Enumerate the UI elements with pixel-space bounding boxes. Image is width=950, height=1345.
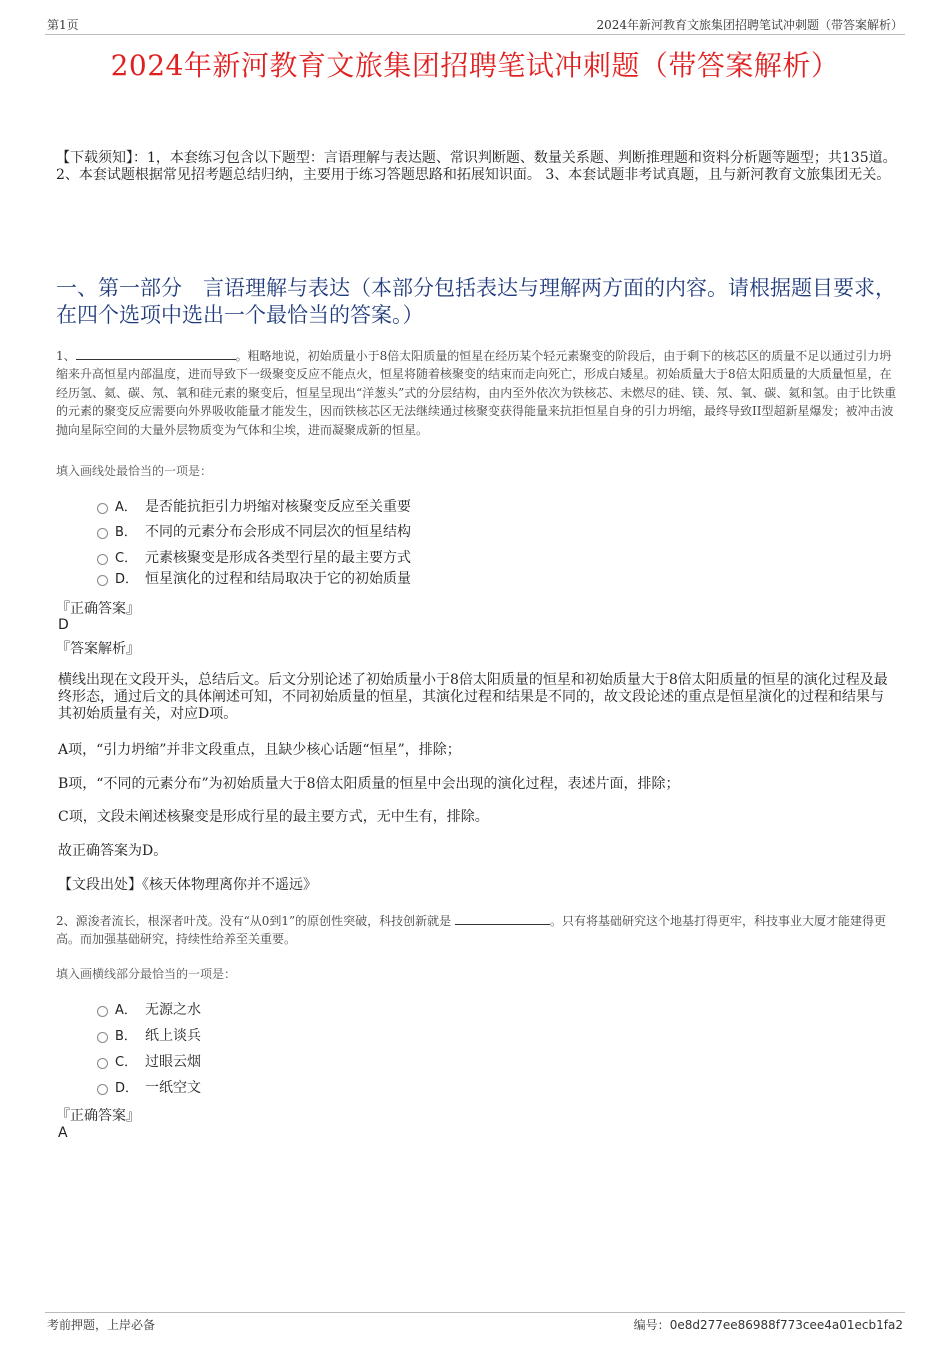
radio-icon[interactable] (97, 554, 108, 565)
radio-icon[interactable] (97, 1058, 108, 1069)
question-1-answer: D (58, 617, 69, 633)
question-2-body-end: 。只有将基础研究这个地基打得更牢，科技事业大厦才能建得更高。而加强基础研究，持续性给养至关重要。 (56, 914, 887, 947)
question-1-prompt: 填入画线处最恰当的一项是： (56, 464, 213, 478)
question-2-answer: A (58, 1125, 68, 1141)
radio-icon[interactable] (97, 1006, 108, 1017)
radio-icon[interactable] (97, 1032, 108, 1043)
question-2-prompt: 填入画横线部分最恰当的一项是： (56, 967, 237, 981)
question-2-blank (455, 913, 550, 925)
footer-slogan: 考前押题，上岸必备 (47, 1318, 156, 1332)
page-title: 2024年新河教育文旅集团招聘笔试冲刺题（带答案解析） (110, 49, 840, 82)
footer-code-value: 0e8d277ee86988f773cee4a01ecb1fa2 (669, 1318, 903, 1332)
radio-icon[interactable] (97, 575, 108, 586)
radio-icon[interactable] (97, 503, 108, 514)
footer-code-label: 编号： (633, 1318, 670, 1332)
question-1-source: 【文段出处】《核天体物理离你并不遥远》 (58, 877, 317, 893)
question-2-text (56, 912, 898, 949)
question-2-body-start: 2、源浚者流长，根深者叶茂。没有“从0到1”的原创性突破，科技创新就是 (56, 914, 452, 928)
question-1-analysis-conclusion: 故正确答案为D。 (58, 843, 168, 859)
question-1-body: 。粗略地说，初始质量小于8倍太阳质量的恒星在经历某个轻元素聚变的阶段后，由于剩下的核芯区的质量不足以通过引力坍缩来升高恒星内部温度，进而导致下一级聚变反应不能点火，恒星将随着核聚变的结束而走向死亡，形成白矮星。初始质量大于8倍太阳质量的大质量恒星，在经历氢、氦、碳、氖、氧和硅元素的聚变后，恒星呈现出“洋葱头”式的分层结构，由内至外依次为铁核芯、未燃尽的硅、镁、氖、氧、碳、氦和氢。由于比铁重的元素的聚变反应需要向外界吸收能量才能发生，因而铁核芯区无法继续通过核聚变获得能量来抗拒恒星自身的引力坍缩，最终导致II型超新星爆发；被冲击波抛向星际空间的大量外层物质变为气体和尘埃，进而凝聚成新的恒星。 (56, 349, 897, 437)
question-1-analysis-label: 『答案解析』 (56, 641, 140, 657)
question-1-analysis-c: C项，文段未阐述核聚变是形成行星的最主要方式，无中生有，排除。 (58, 809, 489, 825)
radio-icon[interactable] (97, 1084, 108, 1095)
download-notice: 【下载须知】：1，本套练习包含以下题型：言语理解与表达题、常识判断题、数量关系题、判断推理题和资料分析题等题型；共135道。 2、本套试题根据常见招考题总结归纳，主要用于练习答题思路和拓展知识面。 3、本套试题非考试真题，且与新河教育文旅集团无关。 (56, 150, 897, 183)
section-title: 一、第一部分 言语理解与表达（本部分包括表达与理解两方面的内容。请根据题目要求，在四个选项中选出一个最恰当的答案。） (56, 276, 896, 327)
question-1-number: 1、 (56, 349, 76, 363)
question-1-answer-label: 『正确答案』 (56, 601, 140, 617)
question-1-blank (76, 348, 236, 360)
question-1-analysis-a: A项，“引力坍缩”并非文段重点，且缺少核心话题“恒星”，排除； (58, 742, 461, 758)
page-header (45, 14, 905, 35)
page-number: 第1页 (47, 18, 79, 32)
page-footer (45, 1312, 905, 1333)
question-1-analysis-b: B项，“不同的元素分布”为初始质量大于8倍太阳质量的恒星中会出现的演化过程，表述片面，排除； (58, 776, 680, 792)
question-1-text (56, 347, 898, 439)
footer-code (634, 1316, 903, 1333)
question-2-answer-label: 『正确答案』 (56, 1108, 140, 1124)
question-1-analysis-main: 横线出现在文段开头，总结后文。后文分别论述了初始质量小于8倍太阳质量的恒星和初始质量大于8倍太阳质量的恒星的演化过程及最终形态，通过后文的具体阐述可知，不同初始质量的恒星，其演化过程和结果是不同的，故文段论述的重点是恒星演化的过程和结果与其初始质量有关，对应D项。 (58, 672, 888, 722)
header-doc-title: 2024年新河教育文旅集团招聘笔试冲刺题（带答案解析） (596, 18, 903, 32)
radio-icon[interactable] (97, 528, 108, 539)
